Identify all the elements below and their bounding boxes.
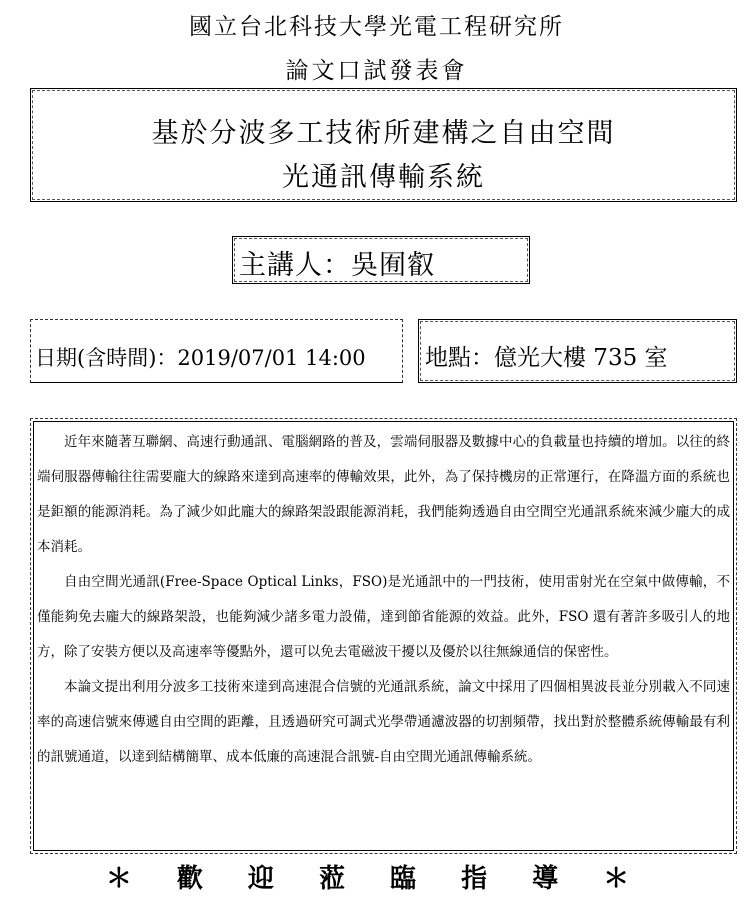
abstract-paragraph-3: 本論文提出利用分波多工技術來達到高速混合信號的光通訊系統，論文中採用了四個相異波長並分別載入不同速率的高速信號來傳遞自由空間的距離，且透過研究可調式光學帶通濾波器的切割頻帶，找出對於整體系統傳輸最有利的訊號通道，以達到結構簡單、成本低廉的高速混合訊號-自由空間光通訊傳輸系統。 bbox=[37, 679, 730, 765]
location-label: 地點：億光大樓 735 室 bbox=[418, 319, 737, 383]
institute-title: 國立台北科技大學光電工程研究所 bbox=[189, 14, 564, 40]
abstract-box bbox=[30, 418, 737, 854]
abstract-paragraph-2: 自由空間光通訊(Free-Space Optical Links，FSO)是光通訊中的一門技術，使用雷射光在空氣中做傳輸，不僅能夠免去龐大的線路架設，也能夠減少諸多電力設備，達到節省能源的效益。此外，FSO 還有著許多吸引人的地方，除了安裝方便以及高速率等優點外，還可以免去電磁波干擾以及優於以往無線通信的保密性。 bbox=[37, 574, 730, 660]
thesis-title-line-1: 基於分波多工技術所建構之自由空間 bbox=[151, 118, 616, 149]
welcome-footer: ＊ 歡 迎 蒞 臨 指 導 ＊ bbox=[105, 864, 648, 894]
thesis-title-line-2: 光通訊傳輸系統 bbox=[282, 162, 485, 193]
event-title: 論文口試發表會 bbox=[285, 58, 468, 84]
speaker-label: 主講人：吳囿叡 bbox=[232, 236, 530, 284]
thesis-title-box bbox=[30, 88, 737, 202]
abstract-paragraph-1: 近年來隨著互聯網、高速行動通訊、電腦網路的普及，雲端伺服器及數據中心的負載量也持續的增加。以往的終端伺服器傳輸往往需要龐大的線路來達到高速率的傳輸效果，此外，為了保持機房的正常運行，在降溫方面的系統也是鉅額的能源消耗。為了減少如此龐大的線路架設跟能源消耗，我們能夠透過自由空間空光通訊系統來減少龐大的成本消耗。 bbox=[37, 434, 730, 555]
date-label: 日期(含時間)：2019/07/01 14:00 bbox=[30, 319, 403, 383]
